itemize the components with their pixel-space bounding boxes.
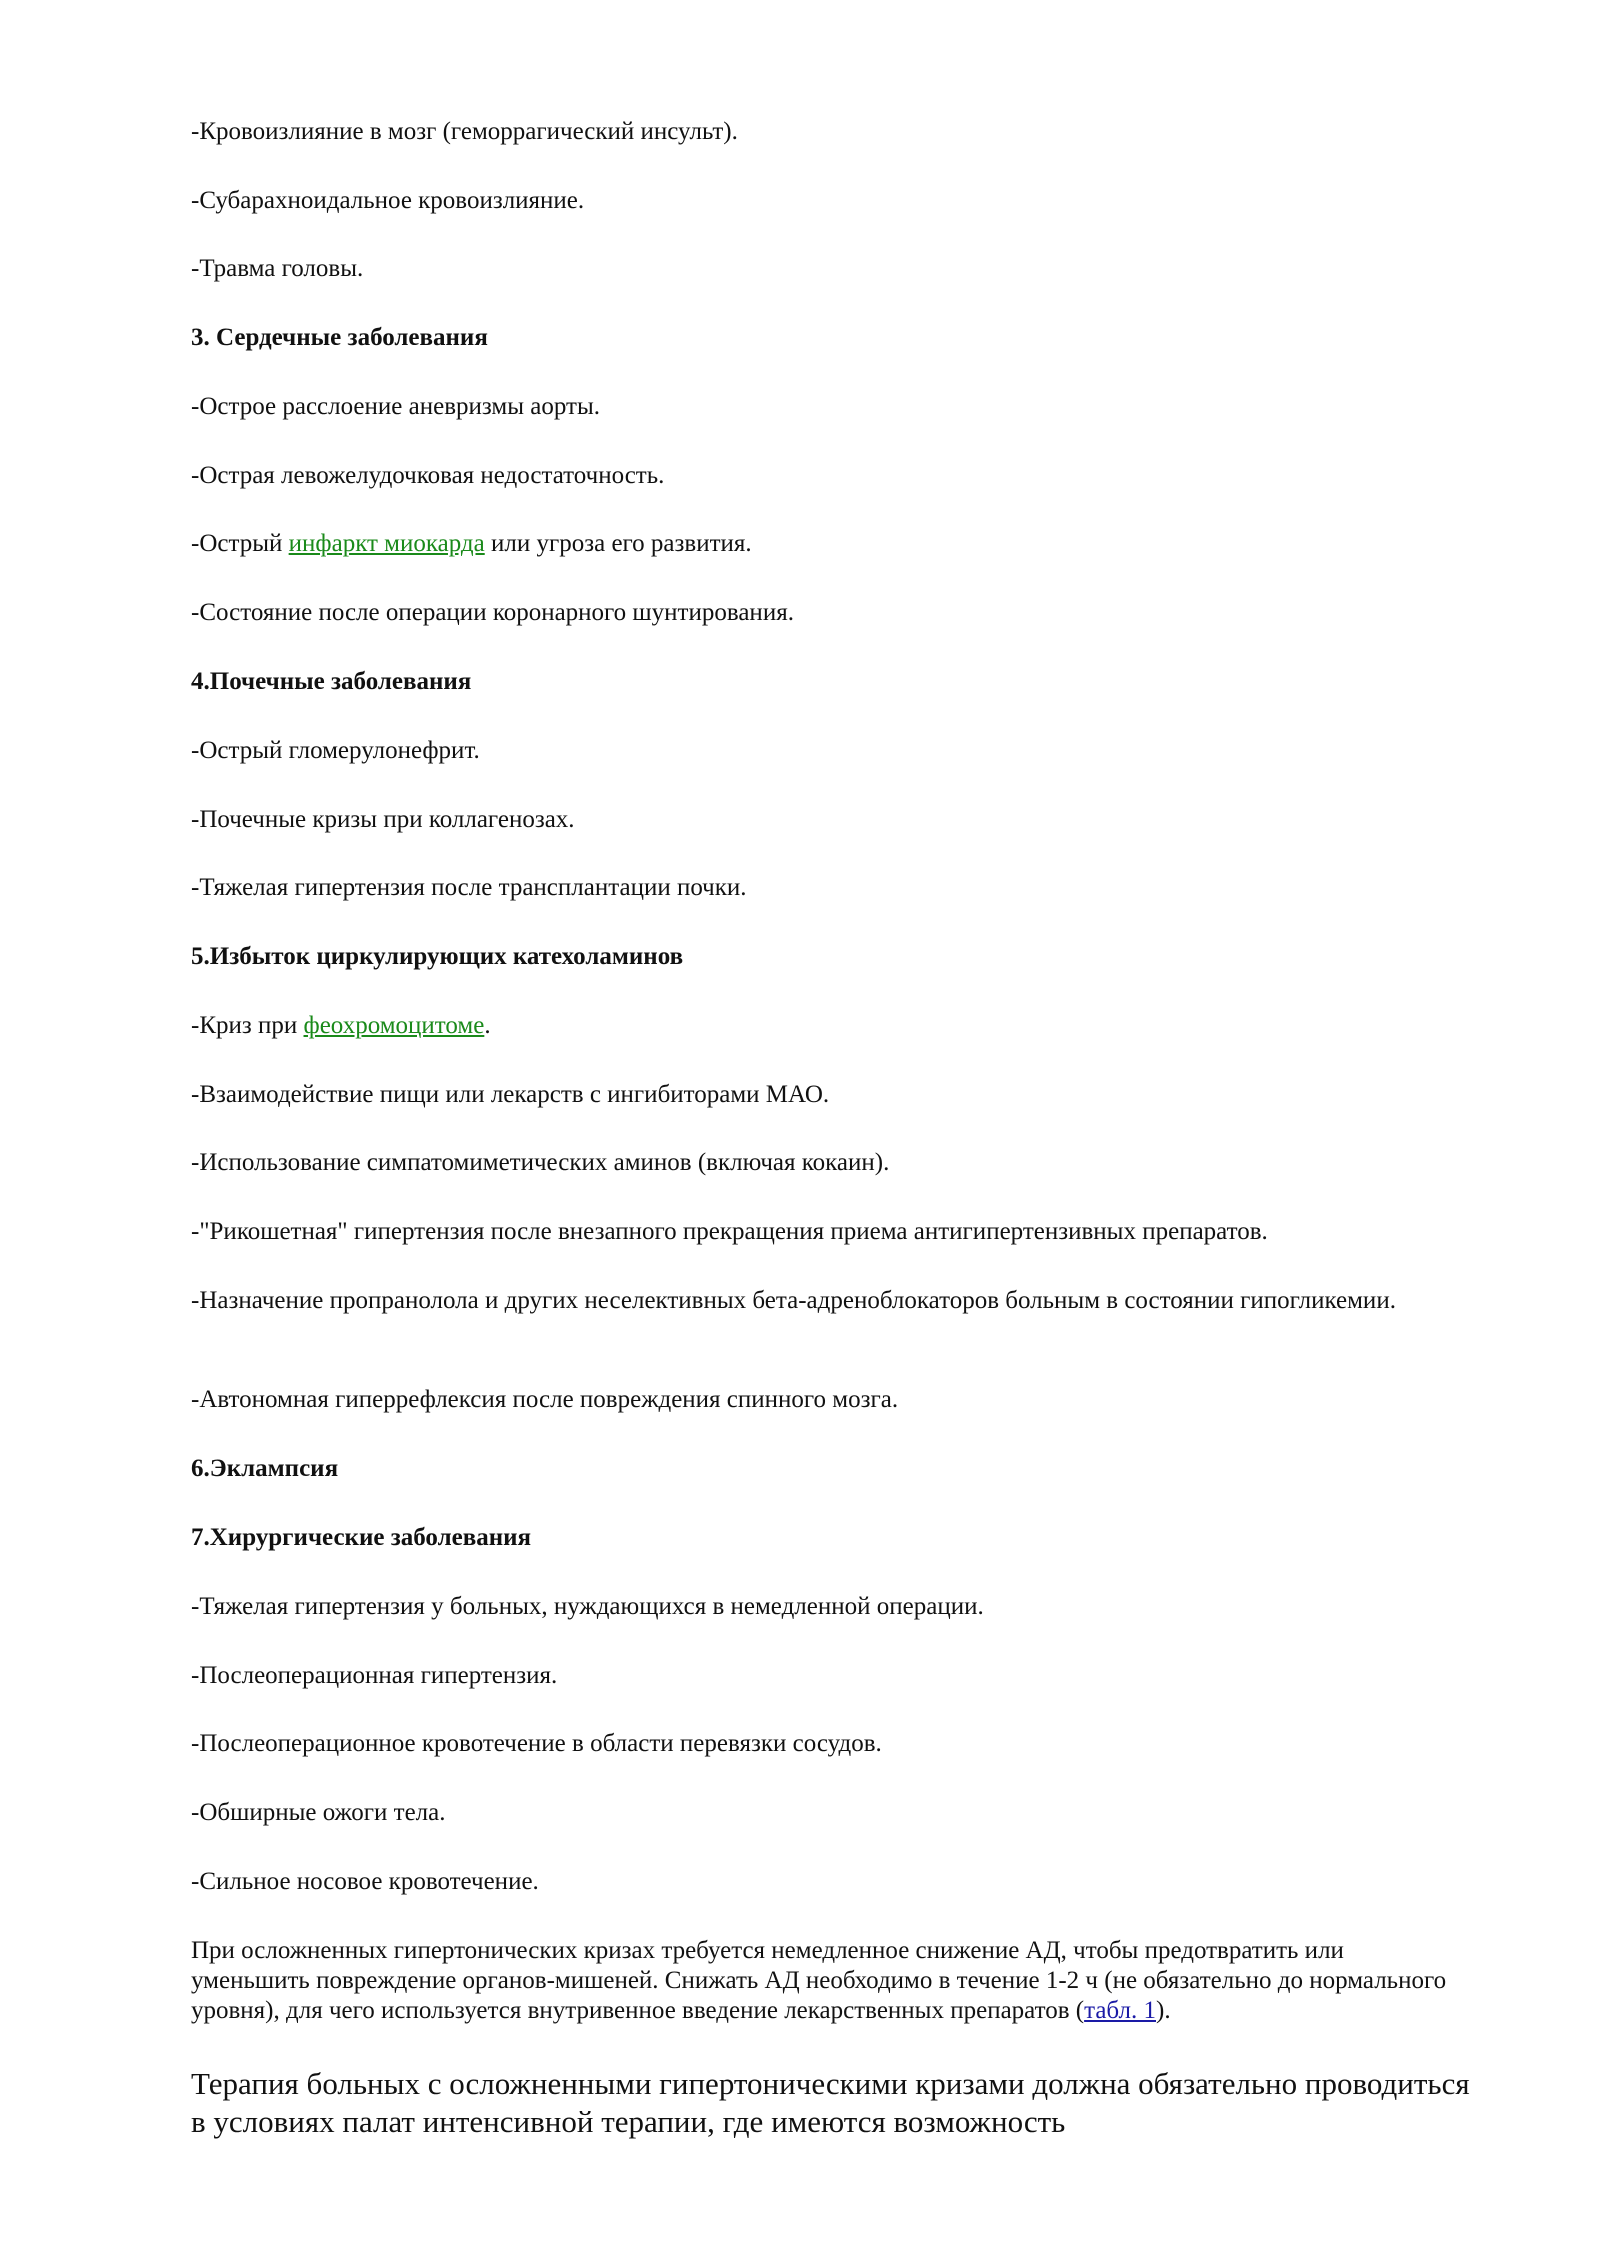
list-item-with-link bbox=[191, 1011, 491, 1041]
list-item: -Тяжелая гипертензия у больных, нуждающихся в немедленной операции. bbox=[191, 1593, 984, 1620]
list-item: -Острый гломерулонефрит. bbox=[191, 737, 480, 764]
summary-paragraph bbox=[191, 1936, 1451, 2026]
list-item: -Кровоизлияние в мозг (геморрагический инсульт). bbox=[191, 118, 738, 145]
section-heading-cardiac: 3. Сердечные заболевания bbox=[191, 324, 488, 351]
list-item-suffix: или угроза его развития. bbox=[484, 530, 752, 557]
list-item-with-link bbox=[191, 529, 752, 559]
list-item: -Острая левожелудочковая недостаточность. bbox=[191, 462, 665, 489]
pheochromocytoma-link[interactable]: феохромоцитоме bbox=[303, 1012, 485, 1039]
list-item: -Обширные ожоги тела. bbox=[191, 1799, 446, 1826]
summary-suffix: ). bbox=[1156, 1997, 1171, 2024]
list-item-suffix: . bbox=[484, 1012, 491, 1039]
list-item: -Послеоперационное кровотечение в области перевязки сосудов. bbox=[191, 1730, 882, 1757]
list-item: -Почечные кризы при коллагенозах. bbox=[191, 806, 575, 833]
list-item-prefix: -Острый bbox=[191, 530, 289, 557]
list-item: -Послеоперационная гипертензия. bbox=[191, 1662, 558, 1689]
list-item: -Использование симпатомиметических аминов (включая кокаин). bbox=[191, 1149, 890, 1176]
myocardial-infarction-link[interactable]: инфаркт миокарда bbox=[288, 530, 485, 557]
list-item: -Взаимодействие пищи или лекарств с ингибиторами МАО. bbox=[191, 1081, 830, 1108]
list-item: -"Рикошетная" гипертензия после внезапного прекращения приема антигипертензивных препаратов. bbox=[191, 1218, 1268, 1245]
section-heading-renal: 4.Почечные заболевания bbox=[191, 668, 472, 695]
list-item-prefix: -Криз при bbox=[191, 1012, 304, 1039]
list-item: -Назначение пропранолола и других неселективных бета-адреноблокаторов больным в состоянии гипогликемии. bbox=[191, 1287, 1396, 1314]
summary-text: При осложненных гипертонических кризах требуется немедленное снижение АД, чтобы предотвратить или уменьшить повреждение органов-мишеней. Снижать АД необходимо в течение 1-2 ч (не обязательно до нормального уровня), для чего используется внутривенное введение лекарственных препаратов ( bbox=[191, 1937, 1447, 2024]
list-item: -Острое расслоение аневризмы аорты. bbox=[191, 393, 601, 420]
list-item: -Травма головы. bbox=[191, 255, 364, 282]
list-item: -Автономная гиперрефлексия после повреждения спинного мозга. bbox=[191, 1386, 899, 1413]
section-heading-surgical: 7.Хирургические заболевания bbox=[191, 1524, 532, 1551]
list-item: -Сильное носовое кровотечение. bbox=[191, 1868, 539, 1895]
list-item: -Состояние после операции коронарного шунтирования. bbox=[191, 599, 794, 626]
section-heading-catecholamines: 5.Избыток циркулирующих катехоламинов bbox=[191, 943, 684, 970]
therapy-paragraph: Терапия больных с осложненными гипертоническими кризами должна обязательно проводиться в условиях палат интенсивной терапии, где имеются возможность bbox=[191, 2066, 1470, 2139]
table-1-link[interactable]: табл. 1 bbox=[1084, 1997, 1156, 2024]
list-item: -Субарахноидальное кровоизлияние. bbox=[191, 187, 585, 214]
list-item: -Тяжелая гипертензия после трансплантации почки. bbox=[191, 874, 747, 901]
section-heading-eclampsia: 6.Эклампсия bbox=[191, 1455, 339, 1482]
